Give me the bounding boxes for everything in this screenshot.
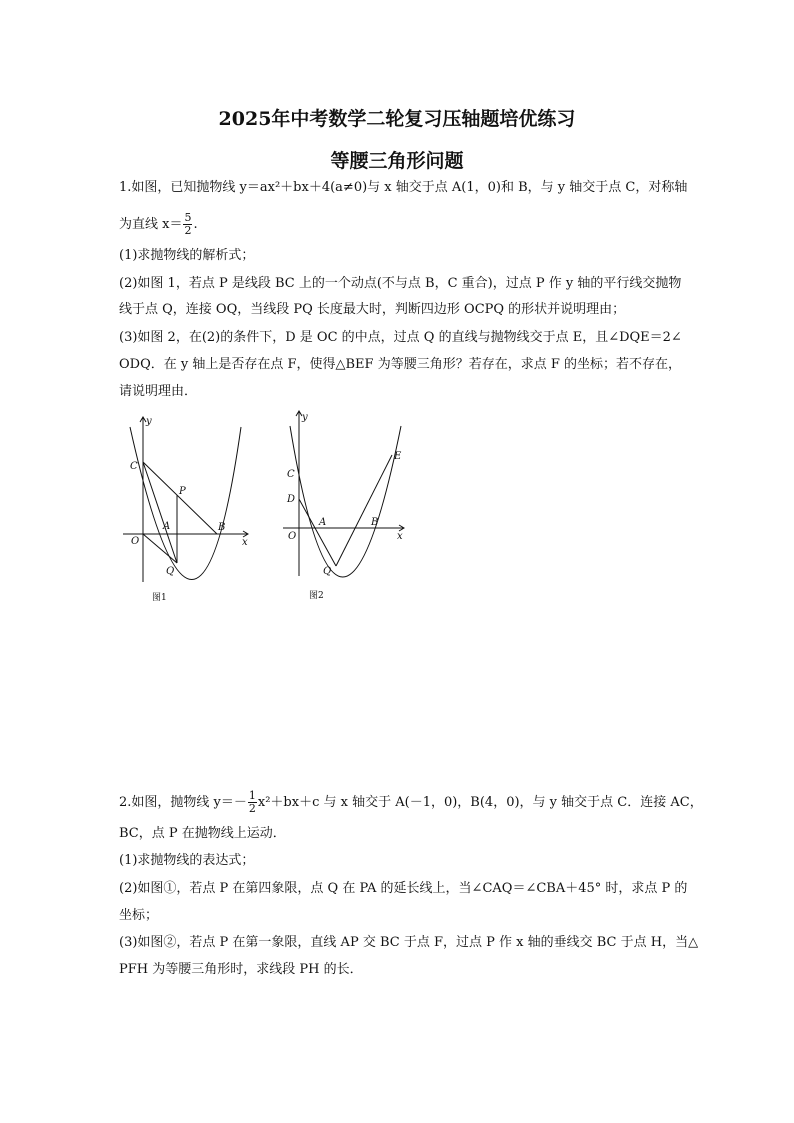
- q1-frac-num: 5: [184, 211, 192, 224]
- q1-part2b: 线于点 Q，连接 OQ，当线段 PQ 长度最大时，判断四边形 OCPQ 的形状并说明理由；: [119, 302, 626, 317]
- q2-line1: [119, 790, 719, 815]
- fig1-caption: 图1: [152, 593, 167, 603]
- q1-part3b: ODQ．在 y 轴上是否存在点 F，使得△BEF 为等腰三角形？若存在，求点 F 的坐标；若不存在，: [119, 357, 681, 372]
- fig2-label-d: D: [287, 494, 296, 505]
- q1-line2-post: .: [193, 217, 198, 232]
- q2-part2b: 坐标；: [119, 908, 159, 923]
- q1-part2a: (2)如图 1，若点 P 是线段 BC 上的一个动点(不与点 B，C 重合)，过点 P 作 y 轴的平行线交抛物: [119, 276, 682, 291]
- fig2-label-b: B: [371, 517, 379, 528]
- q1-part1: (1)求抛物线的解析式；: [119, 248, 255, 263]
- fig1-label-a: A: [163, 521, 171, 532]
- fig1-label-x: x: [242, 537, 248, 548]
- fig1-label-q: Q: [166, 566, 175, 577]
- fig2-label-e: E: [394, 451, 402, 462]
- q2-line2: BC，点 P 在抛物线上运动．: [119, 826, 286, 841]
- q1-line2-pre: 为直线 x＝: [119, 217, 183, 232]
- fig2-label-c: C: [287, 469, 295, 480]
- fig1-label-c: C: [130, 461, 138, 472]
- figure-1: [118, 412, 258, 607]
- fig1-label-p: P: [179, 486, 186, 497]
- fig2-label-q: Q: [323, 566, 332, 577]
- q2-line1-pre: 2.如图，抛物线 y＝－: [119, 795, 247, 810]
- fig2-caption: 图2: [309, 591, 324, 601]
- q2-part3a: (3)如图②，若点 P 在第一象限，直线 AP 交 BC 于点 F，过点 P 作 x 轴的垂线交 BC 于点 H，当△: [119, 935, 699, 950]
- fig2-parabola: [290, 426, 401, 577]
- fig2-label-y: y: [302, 412, 308, 423]
- q2-part1: (1)求抛物线的表达式；: [119, 853, 255, 868]
- q1-part3c: 请说明理由．: [119, 384, 198, 399]
- q1-line2: [119, 212, 719, 237]
- q2-line1-post: x²＋bx＋c 与 x 轴交于 A(－1，0)，B(4，0)，与 y 轴交于点 C．连接 AC，: [257, 795, 703, 810]
- fig2-segment-dq: [299, 499, 336, 566]
- q2-fraction: [248, 790, 257, 815]
- fig2-label-o: O: [288, 531, 297, 542]
- page-title: 2025年中考数学二轮复习压轴题培优练习: [218, 108, 576, 130]
- fig2-label-x: x: [397, 531, 403, 542]
- fig1-label-o: O: [131, 536, 140, 547]
- q2-frac-den: 2: [248, 802, 256, 815]
- fig1-label-b: B: [218, 522, 226, 533]
- fig1-segment-cb: [143, 462, 217, 534]
- fig2-label-a: A: [319, 517, 327, 528]
- q2-part2a: (2)如图①，若点 P 在第四象限，点 Q 在 PA 的延长线上，当∠CAQ＝∠CBA＋45° 时，求点 P 的: [119, 881, 688, 896]
- figure-2: [280, 408, 410, 603]
- q2-part3b: PFH 为等腰三角形时，求线段 PH 的长．: [119, 962, 363, 977]
- page-subtitle: 等腰三角形问题: [330, 150, 464, 172]
- q2-frac-num: 1: [248, 789, 256, 802]
- fig1-label-y: y: [146, 416, 152, 427]
- q1-line1: 1.如图，已知抛物线 y＝ax²＋bx＋4(a≠0)与 x 轴交于点 A(1，0)和 B，与 y 轴交于点 C，对称轴: [119, 180, 688, 195]
- q1-part3a: (3)如图 2，在(2)的条件下，D 是 OC 的中点，过点 Q 的直线与抛物线交于点 E，且∠DQE＝2∠: [119, 330, 682, 345]
- q1-frac-den: 2: [184, 224, 192, 237]
- q1-fraction: [183, 212, 192, 237]
- fig2-segment-qe: [336, 455, 392, 566]
